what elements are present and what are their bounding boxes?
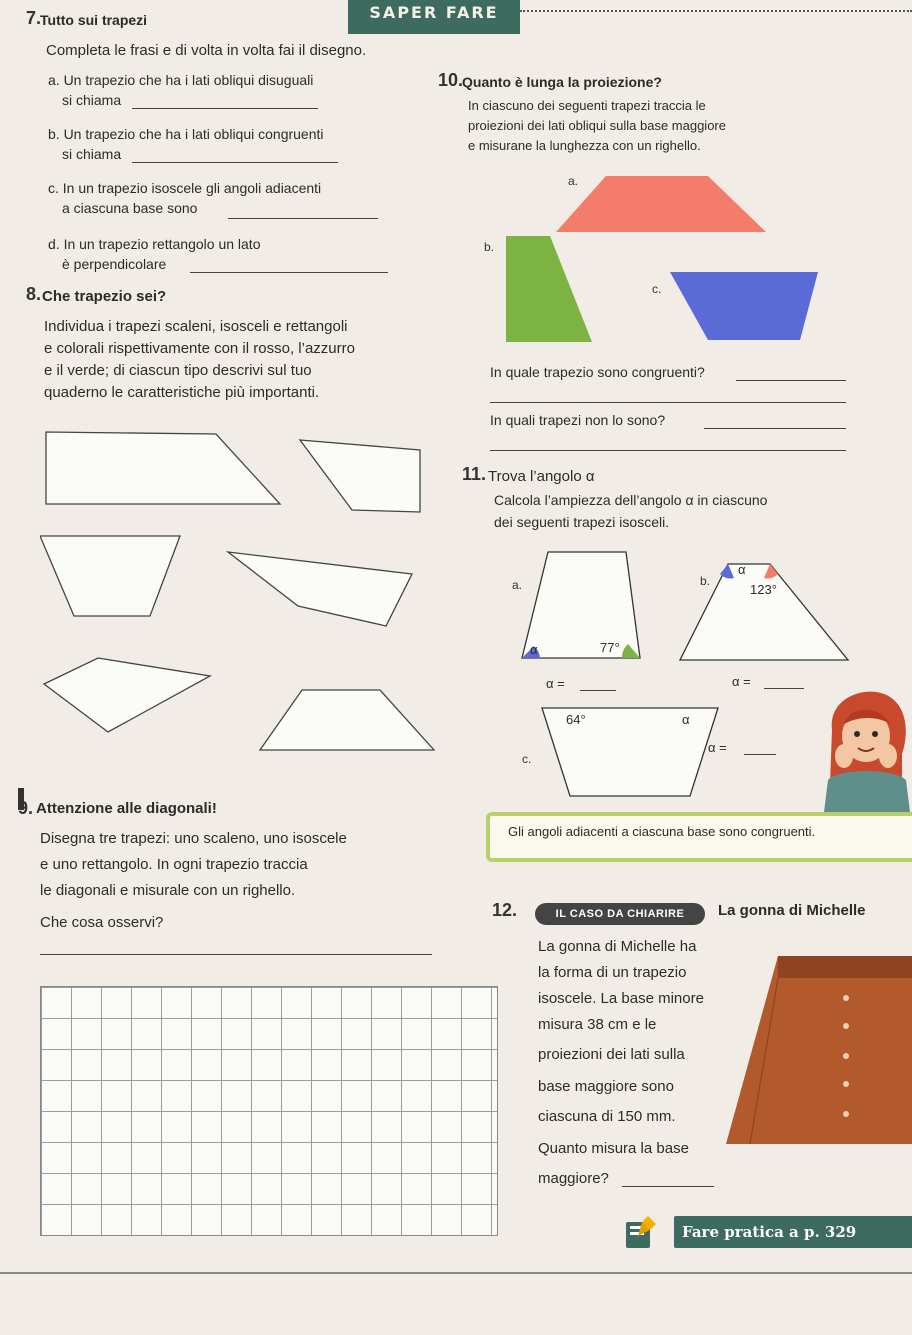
ex8-trapezoid-shapes xyxy=(40,420,450,760)
ex10-number: 10. xyxy=(438,70,464,90)
ex7-b-answer[interactable] xyxy=(132,148,338,163)
ex12-number: 12. xyxy=(492,900,518,920)
ex10-trapezoid-b[interactable] xyxy=(506,236,592,342)
ex10-line1: In ciascuno dei seguenti trapezi traccia le xyxy=(468,98,706,113)
ex7-b-line2: si chiama xyxy=(62,146,122,162)
ex7-a-line1: a. Un trapezio che ha i lati obliqui disuguali xyxy=(48,72,314,88)
ex8-shape-1[interactable] xyxy=(46,432,280,504)
ex11-b-label: b. xyxy=(700,574,711,588)
ex9-drawing-grid[interactable] xyxy=(40,986,498,1236)
practice-link[interactable]: Fare pratica a p. 329 xyxy=(674,1216,912,1248)
ex7-d-line1: d. In un trapezio rettangolo un lato xyxy=(48,236,261,252)
ex11-a-answer-label: α = xyxy=(546,676,565,691)
ex8-line1: Individua i trapezi scaleni, isosceli e rettangoli xyxy=(44,318,348,335)
ex11-c-alpha: α xyxy=(682,712,690,727)
ex11-line2: dei seguenti trapezi isosceli. xyxy=(494,514,670,530)
ex11-c-label: c. xyxy=(522,752,532,766)
ex8-shape-2[interactable] xyxy=(300,440,420,512)
ex7-c-answer[interactable] xyxy=(228,204,378,219)
ex12-line7: ciascuna di 150 mm. xyxy=(538,1108,676,1125)
ex8-line3: e il verde; di ciascun tipo descrivi sul tuo xyxy=(44,362,312,379)
ex7-d-answer[interactable] xyxy=(190,258,388,273)
ex12-line2: la forma di un trapezio xyxy=(538,964,687,981)
ex12-line1: La gonna di Michelle ha xyxy=(538,938,697,955)
ex8-shape-5[interactable] xyxy=(44,658,210,732)
ex9-line4: Che cosa osservi? xyxy=(40,914,164,931)
ex10-line3: e misurane la lunghezza con un righello. xyxy=(468,138,701,153)
ex10-label-a: a. xyxy=(568,174,579,188)
ex8-shape-6[interactable] xyxy=(260,690,434,750)
ex9-line1: Disegna tre trapezi: uno scaleno, uno isoscele xyxy=(40,830,347,847)
ex11-line1: Calcola l’ampiezza dell’angolo α in ciascuno xyxy=(494,492,768,508)
ex11-a-alpha: α xyxy=(530,642,538,657)
ex9-line2: e uno rettangolo. In ogni trapezio traccia xyxy=(40,856,308,873)
bottom-rule xyxy=(0,1272,912,1274)
ex7-a-line2: si chiama xyxy=(62,92,122,108)
ex12-title: La gonna di Michelle xyxy=(718,902,866,919)
ex11-number: 11. xyxy=(462,464,487,484)
header-dotted-line xyxy=(520,10,912,24)
ex10-q1-answer-line2[interactable] xyxy=(490,388,846,403)
ex10-trapezoid-c[interactable] xyxy=(670,272,818,340)
ex11-c-answer[interactable] xyxy=(744,740,776,755)
ex11-b-alpha: α xyxy=(738,562,746,577)
ex11-title: Trova l’angolo α xyxy=(488,468,595,485)
ex7-c-line2: a ciascuna base sono xyxy=(62,200,198,216)
ex7-c-line1: c. In un trapezio isoscele gli angoli adiacenti xyxy=(48,180,322,196)
ex10-trapezoid-a[interactable] xyxy=(556,176,766,232)
tip-text: Gli angoli adiacenti a ciascuna base sono congruenti. xyxy=(508,824,816,839)
ex10-q1-answer[interactable] xyxy=(736,366,846,381)
ex12-line9: maggiore? xyxy=(538,1170,609,1187)
ex8-shape-3[interactable] xyxy=(40,536,180,616)
ex12-answer[interactable] xyxy=(622,1172,714,1187)
ex10-title: Quanto è lunga la proiezione? xyxy=(462,74,662,90)
ex11-c-angle: 64° xyxy=(566,712,586,727)
girl-illustration xyxy=(818,684,912,812)
ex10-q2-answer-line2[interactable] xyxy=(490,436,846,451)
ex12-line5: proiezioni dei lati sulla xyxy=(538,1046,685,1063)
ex11-a-answer[interactable] xyxy=(580,676,616,691)
ex11-b-answer-label: α = xyxy=(732,674,751,689)
ex11-a-angle: 77° xyxy=(600,640,620,655)
ex7-intro: Completa le frasi e di volta in volta fai il disegno. xyxy=(46,42,367,59)
ex10-q2: In quali trapezi non lo sono? xyxy=(490,412,666,428)
book-icon xyxy=(620,1212,660,1252)
ex11-b-angle: 123° xyxy=(750,582,777,597)
ex9-answer[interactable] xyxy=(40,940,432,955)
ex11-c-answer-label: α = xyxy=(708,740,727,755)
skirt-illustration xyxy=(726,948,912,1144)
ex8-title: Che trapezio sei? xyxy=(42,288,167,305)
ex8-number: 8. xyxy=(26,284,42,304)
ex11-a-label: a. xyxy=(512,578,523,592)
ex10-colored-trapezoids xyxy=(500,170,820,350)
ex10-label-c: c. xyxy=(652,282,662,296)
ex11-b-answer[interactable] xyxy=(764,674,804,689)
ex7-a-answer[interactable] xyxy=(132,94,318,109)
section-header: SAPER FARE xyxy=(348,0,520,34)
ex11-b-trapezoid xyxy=(676,560,852,664)
ex12-line3: isoscele. La base minore xyxy=(538,990,704,1007)
ex8-shape-4[interactable] xyxy=(228,552,412,626)
ex7-b-line1: b. Un trapezio che ha i lati obliqui congruenti xyxy=(48,126,324,142)
ex8-line4: quaderno le caratteristiche più importanti. xyxy=(44,384,320,401)
ex9-line3: le diagonali e misurale con un righello. xyxy=(40,882,296,899)
ex9-title: Attenzione alle diagonali! xyxy=(36,800,217,817)
ex10-q1: In quale trapezio sono congruenti? xyxy=(490,364,705,380)
ex10-q2-answer[interactable] xyxy=(704,414,846,429)
ex7-number: 7. xyxy=(26,8,42,28)
ex7-title: Tutto sui trapezi xyxy=(40,12,148,28)
ex9-number: 9. xyxy=(18,798,34,818)
ex12-line8: Quanto misura la base xyxy=(538,1140,689,1157)
ex7-d-line2: è perpendicolare xyxy=(62,256,167,272)
ex10-line2: proiezioni dei lati obliqui sulla base maggiore xyxy=(468,118,726,133)
ex12-badge: IL CASO DA CHIARIRE xyxy=(535,903,705,925)
ex10-label-b: b. xyxy=(484,240,495,254)
ex8-line2: e colorali rispettivamente con il rosso, l’azzurro xyxy=(44,340,355,357)
ex12-line4: misura 38 cm e le xyxy=(538,1016,657,1033)
ex12-line6: base maggiore sono xyxy=(538,1078,674,1095)
